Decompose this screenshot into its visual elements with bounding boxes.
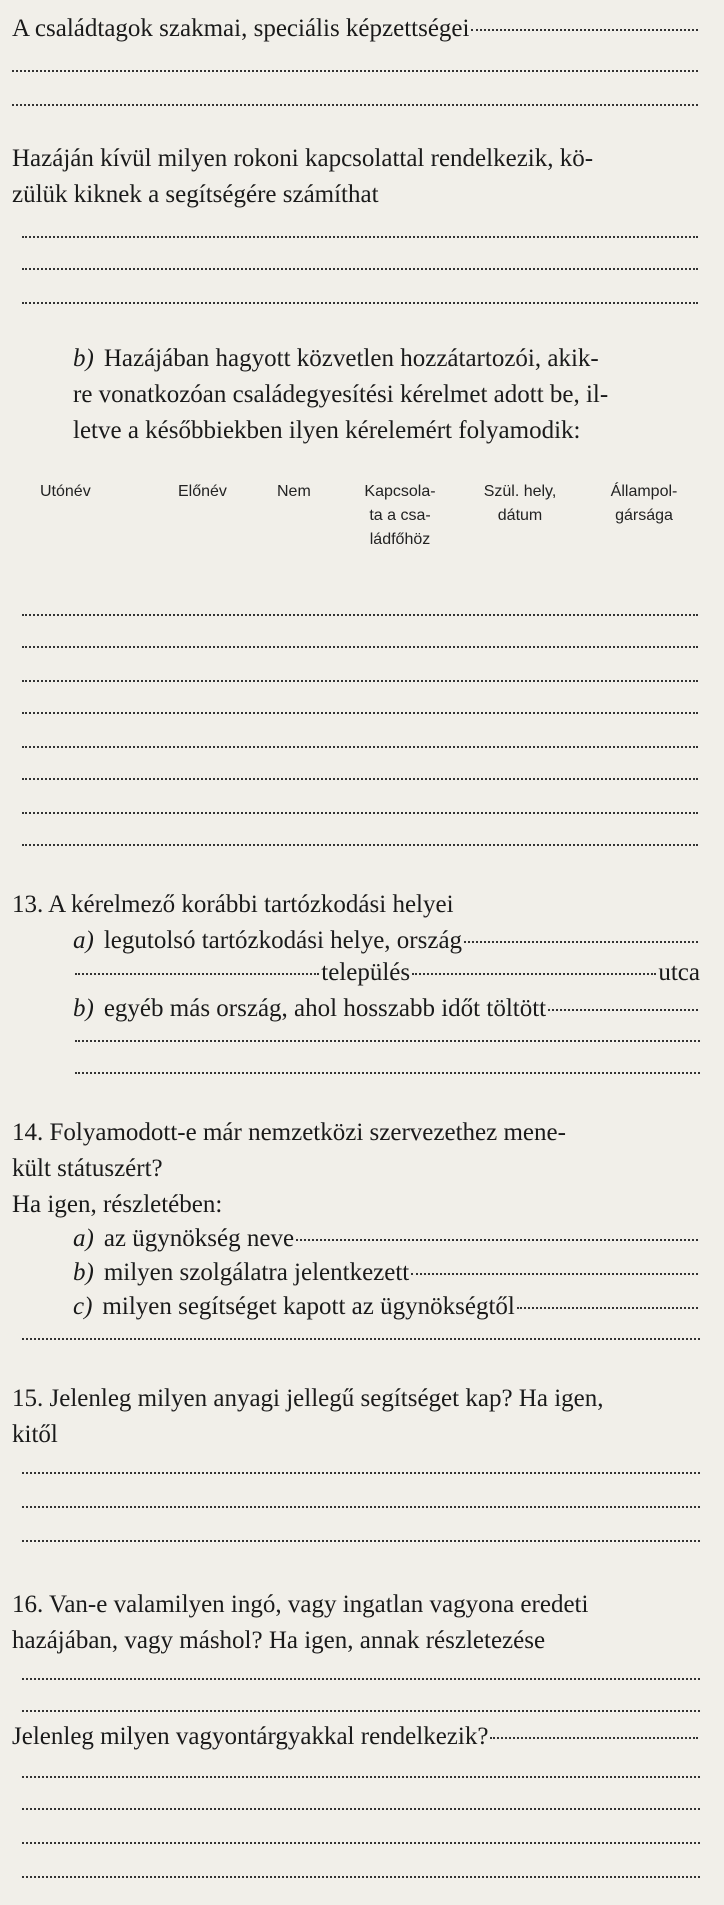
q13-settlement-field[interactable] (75, 973, 319, 975)
q16-line-a[interactable] (22, 1678, 700, 1680)
q16-line-f[interactable] (22, 1876, 700, 1878)
q14-agency-name-field[interactable] (296, 1239, 698, 1241)
q14-b-label: b) (73, 1259, 94, 1286)
q14-c-label: c) (73, 1293, 93, 1320)
b-section-label: b) (73, 345, 94, 372)
b-section-line2: re vonatkozóan családegyesítési kérelmet adott be, il- (73, 381, 609, 408)
q15-line2: kitől (12, 1421, 58, 1448)
q14-line1: 14. Folyamodott-e már nemzetközi szervezethez mene- (12, 1119, 566, 1146)
table-line-8[interactable] (22, 844, 698, 846)
q14-line-1[interactable] (22, 1338, 700, 1340)
q14-b-row (73, 1258, 700, 1288)
q13-other-country-field[interactable] (548, 1009, 698, 1011)
q14-c-row (73, 1292, 700, 1322)
q16-line-e[interactable] (22, 1842, 700, 1844)
skills-line-2[interactable] (12, 70, 698, 72)
table-line-5[interactable] (22, 746, 698, 748)
q15-line-a[interactable] (22, 1472, 700, 1474)
b-section-line3: letve a későbbiekben ilyen kérelemért folyamodik: (73, 417, 581, 444)
col-relationship-l3: ládfőhöz (369, 531, 431, 548)
skills-question: A családtagok szakmai, speciális képzettségei (12, 15, 470, 42)
q15-line-c[interactable] (22, 1540, 700, 1542)
q13-country-field[interactable] (464, 941, 698, 943)
table-line-4[interactable] (22, 712, 698, 714)
q14-b-text: milyen szolgálatra jelentkezett (103, 1259, 410, 1286)
b-section-line1 (73, 344, 599, 374)
q14-a-text: az ügynökség neve (103, 1225, 295, 1252)
col-first-name: Utónév (40, 483, 91, 500)
q16-line-c[interactable] (22, 1776, 700, 1778)
q16-line-b[interactable] (22, 1710, 700, 1712)
col-birth-l2: dátum (497, 507, 543, 524)
q14-line3: Ha igen, részletében: (12, 1191, 223, 1218)
relatives-line-3[interactable] (22, 302, 698, 304)
table-line-2[interactable] (22, 646, 698, 648)
col-prefix-name: Előnév (178, 483, 227, 500)
q13-title: 13. A kérelmező korábbi tartózkodási helyei (12, 891, 454, 918)
q14-line2: kült státuszért? (12, 1155, 163, 1182)
col-relationship-l1: Kapcsola- (364, 483, 436, 500)
col-relationship-l2: ta a csa- (369, 507, 431, 524)
skills-row (12, 14, 700, 44)
q13-line-2[interactable] (75, 1072, 700, 1074)
q15-line1: 15. Jelenleg milyen anyagi jellegű segítséget kap? Ha igen, (12, 1385, 604, 1412)
col-birth-place-date (465, 480, 575, 528)
q13-a-text: legutolsó tartózkodási helye, ország (103, 927, 463, 954)
q16-assets-field[interactable] (490, 1737, 698, 1739)
col-relationship (350, 480, 450, 552)
table-line-6[interactable] (22, 778, 698, 780)
col-sex: Nem (277, 483, 311, 500)
skills-fill-line[interactable] (471, 29, 698, 31)
relatives-line-2[interactable] (22, 268, 698, 270)
q13-address-row (73, 958, 700, 988)
q13-line-1[interactable] (75, 1040, 700, 1042)
relatives-question-line2: zülük kiknek a segítségére számíthat (12, 181, 379, 208)
q13-street-label: utca (658, 959, 700, 986)
q15-line-b[interactable] (22, 1506, 700, 1508)
q14-a-label: a) (73, 1225, 94, 1252)
table-line-7[interactable] (22, 812, 698, 814)
col-citizenship-l1: Állampol- (610, 483, 678, 500)
q16-assets-row (12, 1722, 700, 1752)
q16-line1: 16. Van-e valamilyen ingó, vagy ingatlan vagyona eredeti (12, 1591, 589, 1618)
q13-b-label: b) (73, 995, 94, 1022)
table-line-1[interactable] (22, 614, 698, 616)
q16-line2: hazájában, vagy máshol? Ha igen, annak részletezése (12, 1627, 546, 1654)
q13-b-row (73, 994, 700, 1024)
b-section-text1: Hazájában hagyott közvetlen hozzátartozói, akik- (103, 345, 599, 372)
col-citizenship-l2: gársága (615, 507, 673, 524)
q13-street-field[interactable] (412, 973, 656, 975)
q14-c-text: milyen segítséget kapott az ügynökségtől (102, 1293, 515, 1320)
q13-a-row (73, 926, 700, 956)
q13-a-label: a) (73, 927, 94, 954)
q13-b-text: egyéb más ország, ahol hosszabb időt töltött (103, 995, 547, 1022)
relatives-question-line1: Hazáján kívül milyen rokoni kapcsolattal rendelkezik, kö- (12, 145, 594, 172)
q14-a-row (73, 1224, 700, 1254)
q14-help-field[interactable] (517, 1307, 698, 1309)
col-birth-l1: Szül. hely, (483, 483, 557, 500)
relatives-line-1[interactable] (22, 236, 698, 238)
q13-settlement-label: település (321, 959, 411, 986)
q16-assets-question: Jelenleg milyen vagyontárgyakkal rendelkezik? (12, 1723, 489, 1750)
skills-line-3[interactable] (12, 104, 698, 106)
col-citizenship (594, 480, 694, 528)
table-line-3[interactable] (22, 680, 698, 682)
q16-line-d[interactable] (22, 1808, 700, 1810)
q14-service-field[interactable] (411, 1273, 698, 1275)
